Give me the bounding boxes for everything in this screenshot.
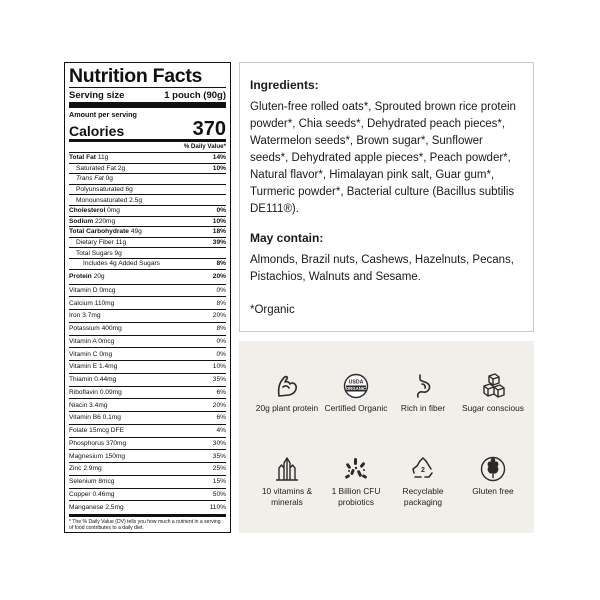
vitamin-dv: 25% xyxy=(212,465,226,473)
recycle-icon xyxy=(410,456,436,482)
vitamin-name-amount: Calcium 110mg xyxy=(69,299,115,307)
nutrient-row: Includes 4g Added Sugars 8% xyxy=(69,259,226,270)
vitamin-row xyxy=(69,285,226,298)
vitamin-name-amount: Niacin 3.4mg xyxy=(69,401,108,409)
vitamin-name-amount: Selenium 8mcg xyxy=(69,478,115,486)
serving-size-value: 1 pouch (90g) xyxy=(164,90,226,101)
vitamin-name-amount: Vitamin B6 0.1mg xyxy=(69,414,121,422)
daily-value-header: % Daily Value* xyxy=(69,142,226,153)
gut-icon xyxy=(410,373,436,399)
vitamin-name-amount: Iron 3.7mg xyxy=(69,312,101,320)
svg-text:ORGANIC: ORGANIC xyxy=(345,386,367,392)
benefit-protein xyxy=(250,373,324,414)
benefit-vitamins xyxy=(250,456,324,507)
benefit-gluten-free xyxy=(456,456,530,497)
ingredients-panel xyxy=(239,62,534,332)
vitamin-dv: 30% xyxy=(212,439,226,447)
vitamin-row xyxy=(69,310,226,323)
serving-size-row xyxy=(69,87,226,108)
vitamin-name-amount: Magnesium 150mg xyxy=(69,452,126,460)
nutrient-row: Sodium 220mg 10% xyxy=(69,217,226,228)
vitamin-row xyxy=(69,387,226,400)
vitamin-name-amount: Copper 0.46mg xyxy=(69,490,115,498)
calories-label: Calories xyxy=(69,123,125,139)
vitamin-row xyxy=(69,412,226,425)
vitamin-dv: 8% xyxy=(216,325,226,333)
benefit-label: Certified Organic xyxy=(324,403,388,413)
vitamin-list xyxy=(69,285,226,515)
benefit-recyclable xyxy=(386,456,460,507)
probiotics-icon xyxy=(343,456,369,482)
vitamin-dv: 10% xyxy=(212,363,226,371)
nutrient-row: Protein 20g 20% xyxy=(69,270,226,285)
daily-value-footnote: * The % Daily Value (DV) tells you how much a nutrient in a serving of food contributes to a daily diet. xyxy=(69,514,226,532)
vitamin-name-amount: Zinc 2.9mg xyxy=(69,465,102,473)
vitamin-row xyxy=(69,336,226,349)
vitamin-dv: 8% xyxy=(216,299,226,307)
vitamin-dv: 6% xyxy=(216,388,226,396)
vitamin-dv: 35% xyxy=(212,376,226,384)
vitamin-name-amount: Vitamin C 0mg xyxy=(69,350,113,358)
vitamin-row xyxy=(69,489,226,502)
vitamin-name-amount: Vitamin E 1.4mg xyxy=(69,363,118,371)
vitamin-dv: 110% xyxy=(209,504,226,512)
benefits-panel xyxy=(239,341,534,533)
vitamin-row xyxy=(69,501,226,514)
vitamin-name-amount: Manganese 2.5mg xyxy=(69,504,124,512)
vitamin-dv: 20% xyxy=(212,401,226,409)
ingredients-heading: Ingredients: xyxy=(250,78,319,92)
vitamin-row xyxy=(69,438,226,451)
benefit-label: Rich in fiber xyxy=(400,403,446,413)
gluten-free-icon xyxy=(480,456,506,482)
nutrient-row: Total Carbohydrate 49g 18% xyxy=(69,227,226,238)
calories-value: 370 xyxy=(192,118,226,140)
vitamin-name-amount: Vitamin A 0mcg xyxy=(69,337,115,345)
ingredients-text: Gluten-free rolled oats*, Sprouted brown rice protein powder*, Chia seeds*, Dehydrated peach pieces*, Watermelon seeds*, Brown sugar*, Sunflower seeds*, Dehydrated apple pieces*, Peach powder*, Natural flavor*, Himalayan pink salt, Guar gum*, Turmeric powder*, Bacterial culture (Bacillus subtilis DE111®). xyxy=(250,101,516,215)
crystals-icon xyxy=(274,456,300,482)
vitamin-row xyxy=(69,450,226,463)
vitamin-row xyxy=(69,476,226,489)
vitamin-name-amount: Riboflavin 0.09mg xyxy=(69,388,122,396)
vitamin-dv: 0% xyxy=(216,337,226,345)
vitamin-row xyxy=(69,348,226,361)
benefit-label: Recyclable packaging xyxy=(402,486,444,507)
vitamin-dv: 35% xyxy=(212,452,226,460)
benefit-label: Sugar conscious xyxy=(462,403,524,413)
vitamin-name-amount: Folate 15mcg DFE xyxy=(69,427,124,435)
benefit-fiber xyxy=(386,373,460,414)
vitamin-dv: 50% xyxy=(212,490,226,498)
vitamin-name-amount: Potassium 400mg xyxy=(69,325,122,333)
benefit-label: 1 Billion CFU probiotics xyxy=(331,486,381,507)
may-contain-heading: May contain: xyxy=(250,231,324,245)
vitamin-row xyxy=(69,323,226,336)
nutrient-row: Saturated Fat 2g 10% xyxy=(69,164,226,175)
vitamin-row xyxy=(69,425,226,438)
benefit-probiotics xyxy=(319,456,393,507)
nutrient-row: Total Sugars 9g xyxy=(69,248,226,259)
nutrient-row: Dietary Fiber 11g 39% xyxy=(69,238,226,249)
vitamin-name-amount: Thiamin 0.44mg xyxy=(69,376,117,384)
usda-organic-icon xyxy=(343,373,369,399)
svg-text:USDA: USDA xyxy=(348,379,364,386)
vitamin-dv: 0% xyxy=(216,350,226,358)
nutrient-row: Cholesterol 0mg 0% xyxy=(69,206,226,217)
vitamin-dv: 0% xyxy=(216,286,226,294)
vitamin-name-amount: Vitamin D 0mcg xyxy=(69,286,116,294)
nutrition-facts-title: Nutrition Facts xyxy=(69,65,203,87)
vitamin-row xyxy=(69,361,226,374)
vitamin-row xyxy=(69,399,226,412)
vitamin-dv: 6% xyxy=(216,414,226,422)
benefit-sugar xyxy=(456,373,530,414)
benefit-organic xyxy=(319,373,393,414)
organic-note: *Organic xyxy=(250,304,295,316)
nutrient-row: Polyunsaturated 6g xyxy=(69,185,226,196)
nutrient-row: Total Fat 11g 14% xyxy=(69,153,226,164)
vitamin-row xyxy=(69,297,226,310)
may-contain-text: Almonds, Brazil nuts, Cashews, Hazelnuts, Pecans, Pistachios, Walnuts and Sesame. xyxy=(250,254,514,283)
flexed-arm-icon xyxy=(274,373,300,399)
benefit-label: 10 vitamins & minerals xyxy=(261,486,313,507)
vitamin-dv: 20% xyxy=(212,312,226,320)
nutrition-facts-panel xyxy=(64,62,231,533)
nutrient-row: Monounsaturated 2.5g xyxy=(69,195,226,206)
vitamin-row xyxy=(69,463,226,476)
benefit-label: 20g plant protein xyxy=(255,403,319,413)
vitamin-dv: 4% xyxy=(216,427,226,435)
calories-row xyxy=(69,119,226,142)
nutrient-row: Trans Fat 0g xyxy=(69,174,226,185)
vitamin-dv: 15% xyxy=(212,478,226,486)
vitamin-row xyxy=(69,374,226,387)
benefit-label: Gluten free xyxy=(472,486,514,496)
svg-text:2: 2 xyxy=(421,467,425,474)
vitamin-name-amount: Phosphorus 370mg xyxy=(69,439,127,447)
sugar-cubes-icon xyxy=(480,373,506,399)
amount-per-serving: Amount per serving xyxy=(69,110,137,119)
serving-size-label: Serving size xyxy=(69,90,125,101)
